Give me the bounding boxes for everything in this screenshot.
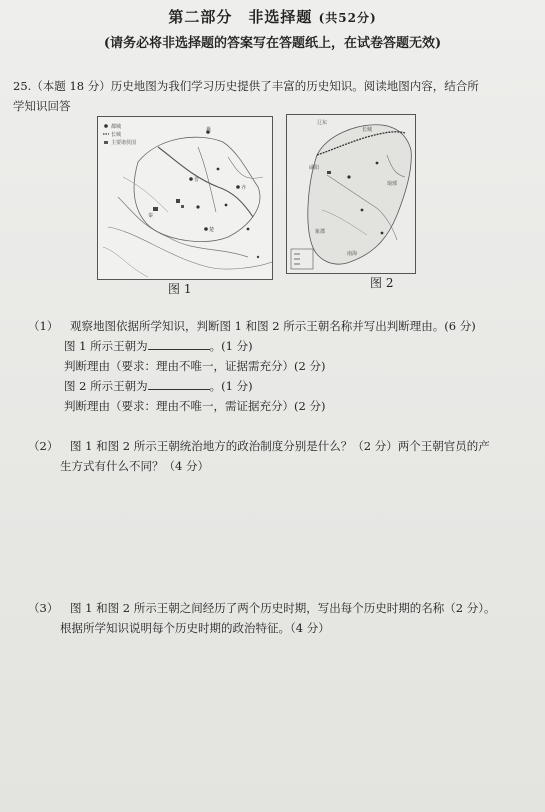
answer-notice: (请务必将非选择题的答案写在答题纸上，在试卷答题无效) bbox=[103, 36, 442, 51]
sub-question-1-part-a bbox=[28, 336, 528, 356]
part-c-points: 。(1 分) bbox=[209, 379, 253, 393]
section-score: (共52分) bbox=[318, 11, 377, 25]
map-2-graphic bbox=[287, 115, 415, 273]
sub-question-1-number: （1） bbox=[28, 319, 59, 333]
part-c-label: 图 2 所示王朝为 bbox=[64, 379, 148, 393]
map-1-label-4: 秦 bbox=[148, 213, 154, 219]
map-1-label-3: 楚 bbox=[209, 227, 215, 233]
sub-question-1 bbox=[28, 316, 528, 416]
question-25-stem bbox=[13, 76, 533, 116]
map-figure-1 bbox=[97, 116, 273, 280]
map-2-label-5: 象郡 bbox=[315, 229, 326, 235]
question-25-line-2: 学知识回答 bbox=[13, 99, 71, 113]
map-1-graphic bbox=[98, 117, 272, 279]
sub-question-1-prompt: 观察地图依据所学知识，判断图 1 和图 2 所示王朝名称并写出判断理由。(6 分) bbox=[69, 319, 476, 333]
sub-question-1-part-c bbox=[28, 376, 528, 396]
map-1-label-0: 燕 bbox=[206, 127, 212, 133]
question-25-line-1: 25.（本题 18 分）历史地图为我们学习历史提供了丰富的历史知识。阅读地图内容，结合所 bbox=[13, 79, 479, 93]
sub-question-2-text-2: 生方式有什么不同？（4 分） bbox=[60, 459, 209, 473]
sub-question-2-line-1 bbox=[28, 436, 528, 456]
part-a-points: 。(1 分) bbox=[209, 339, 253, 353]
map-1-legend-item-1: 长城 bbox=[111, 132, 122, 138]
map-2-caption: 图 2 bbox=[370, 276, 394, 290]
map-figure-2 bbox=[286, 114, 416, 274]
map-1-caption: 图 1 bbox=[168, 282, 192, 296]
answer-blank-1[interactable] bbox=[148, 337, 210, 350]
answer-blank-2[interactable] bbox=[148, 377, 210, 390]
sub-question-1-prompt-line bbox=[28, 316, 528, 336]
map-1-legend-item-0: 都城 bbox=[111, 124, 122, 130]
sub-question-3 bbox=[28, 598, 528, 638]
part-a-label: 图 1 所示王朝为 bbox=[64, 339, 148, 353]
map-1-label-1: 晋 bbox=[194, 177, 200, 183]
sub-question-3-text-1: 图 1 和图 2 所示王朝之间经历了两个历史时期，写出每个历史时期的名称（2 分）。 bbox=[69, 601, 496, 615]
map-1-legend-item-2: 主要诸侯国 bbox=[111, 140, 137, 146]
sub-question-2-text-1: 图 1 和图 2 所示王朝统治地方的政治制度分别是什么？（2 分）两个王朝官员的产 bbox=[69, 439, 490, 453]
sub-question-3-text-2: 根据所学知识说明每个历史时期的政治特征。（4 分） bbox=[60, 621, 330, 635]
section-title bbox=[0, 6, 545, 27]
map-2-label-3: 咸阳 bbox=[309, 165, 320, 171]
sub-question-1-part-d: 判断理由（要求：理由不唯一，需证据充分）(2 分) bbox=[64, 399, 326, 413]
sub-question-3-line-1 bbox=[28, 598, 528, 618]
sub-question-2 bbox=[28, 436, 528, 476]
section-title-text: 第二部分 非选择题 bbox=[168, 8, 313, 26]
map-2-label-4: 南海 bbox=[347, 251, 358, 257]
sub-question-2-number: （2） bbox=[28, 439, 59, 453]
map-2-label-1: 长城 bbox=[362, 127, 373, 133]
map-1-label-2: 齐 bbox=[241, 185, 247, 191]
map-2-label-2: 琅邪 bbox=[387, 181, 398, 187]
sub-question-3-number: （3） bbox=[28, 601, 59, 615]
sub-question-1-part-b: 判断理由（要求：理由不唯一，证据需充分）(2 分) bbox=[64, 359, 326, 373]
map-2-label-0: 辽东 bbox=[317, 120, 328, 126]
